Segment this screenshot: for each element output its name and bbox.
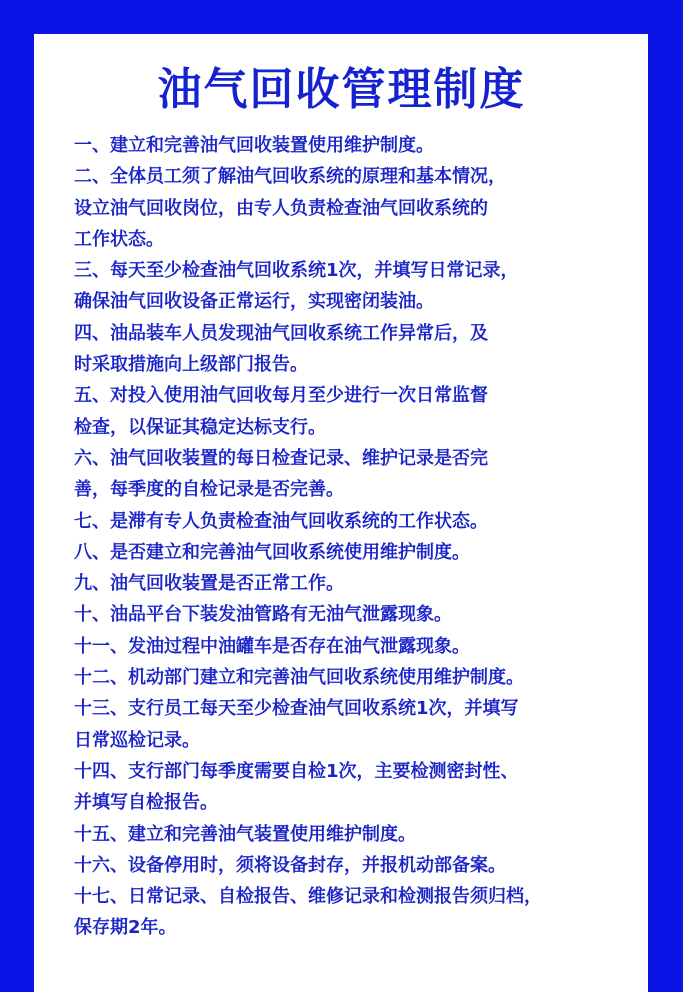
- rule-item-10: 十、油品平台下装发油管路有无油气泄露现象。: [74, 604, 452, 626]
- rule-item-15: 十五、建立和完善油气装置使用维护制度。: [74, 823, 416, 845]
- rule-item-11: 十一、发油过程中油罐车是否存在油气泄露现象。: [74, 635, 470, 657]
- rule-item-8: 八、是否建立和完善油气回收系统使用维护制度。: [74, 541, 470, 563]
- rule-item-16: 十六、设备停用时，须将设备封存，并报机动部备案。: [74, 854, 506, 876]
- rule-item-1: 一、建立和完善油气回收装置使用维护制度。: [74, 135, 434, 156]
- rules-list: [74, 130, 634, 944]
- rule-item-13: 十三、支行员工每天至少检查油气回收系统1次，并填写 日常巡检记录。: [74, 698, 519, 751]
- rule-item-6: 六、油气回收装置的每日检查记录、维护记录是否完 善，每季度的自检记录是否完善。: [74, 447, 488, 501]
- rule-item-9: 九、油气回收装置是否正常工作。: [74, 573, 344, 595]
- rule-item-7: 七、是滞有专人负责检查油气回收系统的工作状态。: [74, 510, 488, 532]
- rule-item-12: 十二、机动部门建立和完善油气回收系统使用维护制度。: [74, 667, 524, 689]
- rule-item-2: 二、全体员工须了解油气回收系统的原理和基本情况， 设立油气回收岗位，由专人负责检查油气回收系统的 工作状态。: [74, 166, 506, 250]
- rule-item-14: 十四、支行部门每季度需要自检1次，主要检测密封性、 并填写自检报告。: [74, 760, 519, 814]
- rule-item-4: 四、油品装车人员发现油气回收系统工作异常后，及 时采取措施向上级部门报告。: [74, 322, 488, 376]
- rule-item-5: 五、对投入使用油气回收每月至少进行一次日常监督 检查，以保证其稳定达标支行。: [74, 385, 488, 438]
- rule-item-3: 三、每天至少检查油气回收系统1次，并填写日常记录， 确保油气回收设备正常运行，实现密闭装油。: [74, 260, 519, 313]
- rule-item-17: 十七、日常记录、自检报告、维修记录和检测报告须归档， 保存期2年。: [74, 886, 542, 939]
- page-title: 油气回收管理制度: [157, 64, 526, 115]
